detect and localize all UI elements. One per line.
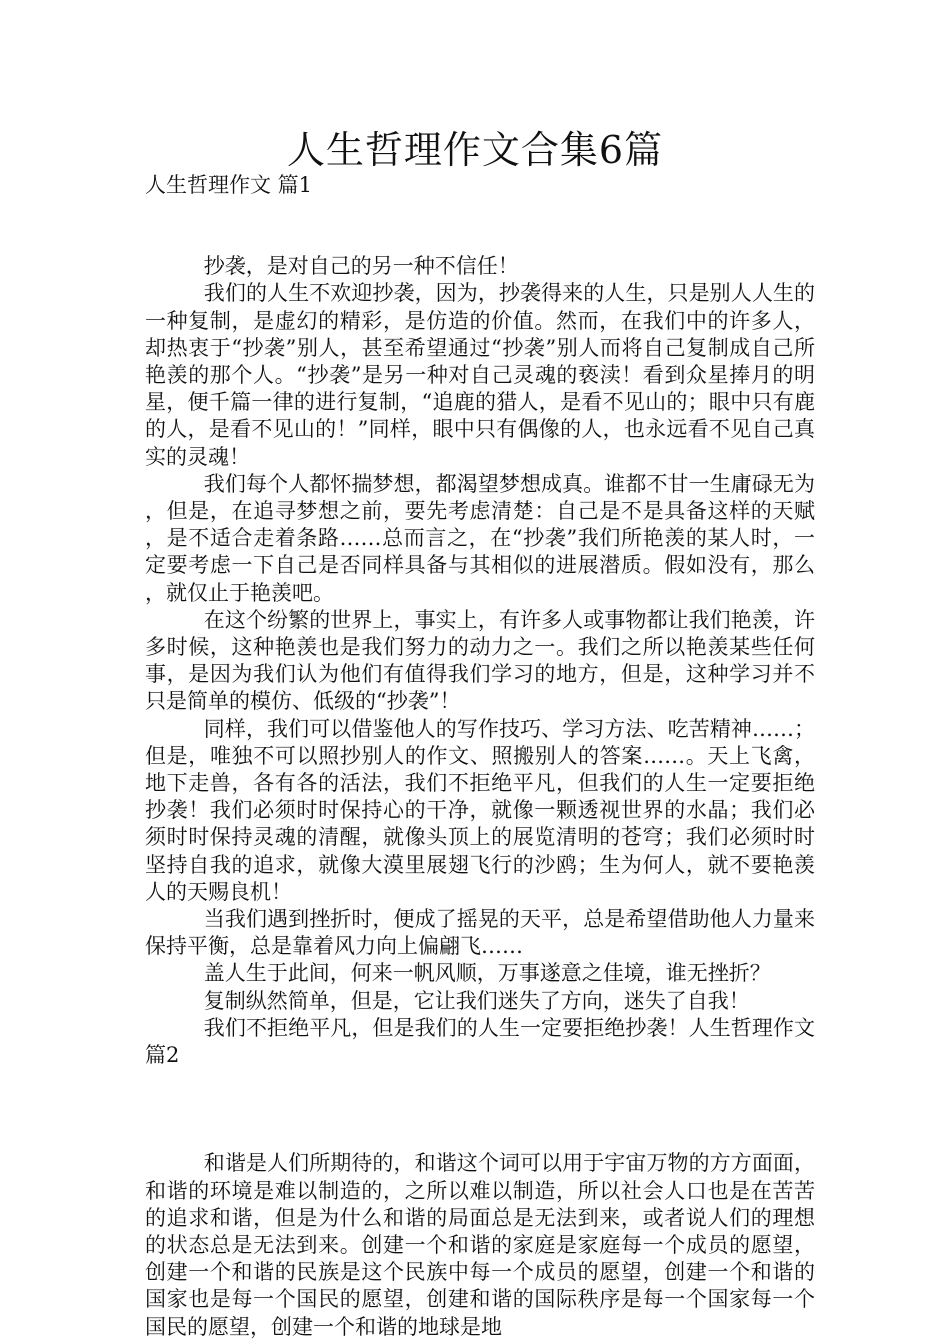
section-1-paragraph-8: 复制纵然简单，但是，它让我们迷失了方向，迷失了自我！ — [203, 988, 750, 1013]
section-1-spacer — [145, 199, 815, 253]
section-1-paragraph-3: 我们每个人都怀揣梦想，都渴望梦想成真。谁都不甘一生庸碌无为，但是，在追寻梦想之前，要先考虑清楚：自己是不是具备这样的天赋，是不适合走着条路……总而言之，在“抄袭”我们所艳羡的某人时，一定要考虑一下自己是否同样具备与其相似的进展潜质。假如没有，那么，就仅止于艳羡吧。 — [145, 471, 815, 605]
section-1-paragraph-4: 在这个纷繁的世界上，事实上，有许多人或事物都让我们艳羡，许多时候，这种艳羡也是我们努力的动力之一。我们之所以艳羡某些任何事，是因为我们认为他们有值得我们学习的地方，但是，这种学习并不只是简单的模仿、低级的“抄袭”！ — [145, 607, 815, 714]
section-2-spacer — [145, 1069, 815, 1150]
section-1-closing-text: 我们不拒绝平凡，但是我们的人生一定要拒绝抄袭！ — [203, 1015, 689, 1040]
section-1-heading: 人生哲理作文 篇1 — [145, 173, 313, 197]
section-1-paragraph-9 — [145, 1015, 815, 1069]
document-body — [145, 172, 815, 1341]
section-1-paragraph-6: 当我们遇到挫折时，便成了摇晃的天平，总是希望借助他人力量来保持平衡，总是靠着风力向上偏翩飞…… — [145, 907, 815, 959]
section-1-paragraph-2: 我们的人生不欢迎抄袭，因为，抄袭得来的人生，只是别人人生的一种复制，是虚幻的精彩，是仿造的价值。然而，在我们中的许多人，却热衷于“抄袭”别人，甚至希望通过“抄袭”别人而将自己复制成自己所艳羡的那个人。“抄袭”是另一种对自己灵魂的亵渎！看到众星捧月的明星，便千篇一律的进行复制，“追鹿的猎人，是看不见山的；眼中只有鹿的人，是看不见山的！”同样，眼中只有偶像的人，也永远看不见自己真实的灵魂！ — [145, 281, 815, 469]
section-1-paragraph-1: 抄袭，是对自己的另一种不信任！ — [203, 254, 519, 279]
section-2-paragraph-1: 和谐是人们所期待的，和谐这个词可以用于宇宙万物的方方面面，和谐的环境是难以制造的，之所以难以制造，所以社会人口也是在苦苦的追求和谐，但是为什么和谐的局面总是无法到来，或者说人们的理想的状态总是无法到来。创建一个和谐的家庭是家庭每一个成员的愿望，创建一个和谐的民族是这个民族中每一个成员的愿望，创建一个和谐的国家也是每一个国民的愿望，创建和谐的国际秩序是每一个国家每一个国民的愿望，创建一个和谐的地球是地 — [145, 1151, 815, 1339]
section-2-heading: 人生哲理作文 篇2 — [145, 1015, 816, 1068]
section-1-paragraph-7: 盖人生于此间，何来一帆风顺，万事遂意之佳境，谁无挫折？ — [203, 961, 771, 986]
document-title: 人生哲理作文合集6篇 — [286, 128, 664, 172]
section-1-paragraph-5: 同样，我们可以借鉴他人的写作技巧、学习方法、吃苦精神……；但是，唯独不可以照抄别人的作文、照搬别人的答案……。天上飞禽，地下走兽，各有各的活法，我们不拒绝平凡，但我们的人生一定要拒绝抄袭！我们必须时时保持心的干净，就像一颗透视世界的水晶；我们必须时时保持灵魂的清醒，就像头顶上的展览清明的苍穹；我们必须时时坚持自我的追求，就像大漠里展翅飞行的沙鸥；生为何人，就不要艳羡人的天赐良机！ — [145, 716, 815, 904]
